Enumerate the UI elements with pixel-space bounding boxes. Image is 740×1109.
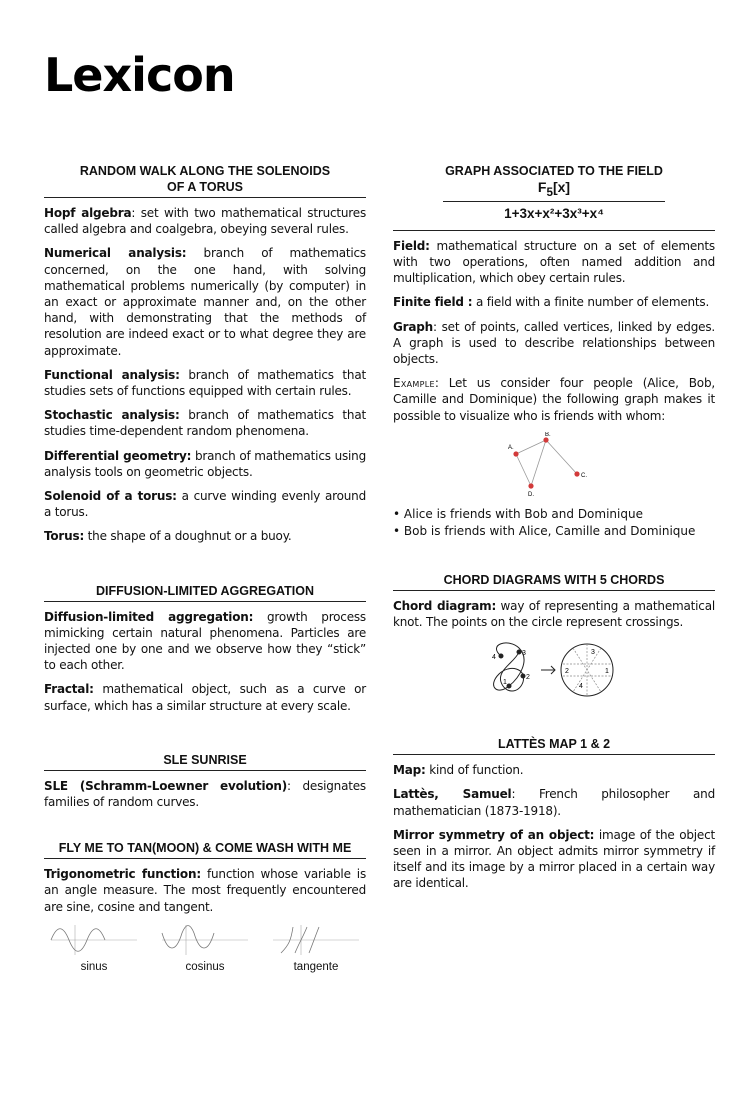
example-label: Example — [393, 376, 435, 391]
section-random-walk — [44, 163, 366, 545]
glossary-term: Fractal: — [44, 682, 94, 697]
glossary-separator: : — [433, 319, 442, 334]
glossary-definition: mathematical object, such as a curve or surface, which has a similar structure at every scale. — [44, 682, 366, 713]
entry-list — [44, 205, 366, 545]
plot-label: sinus — [80, 960, 108, 973]
glossary-term: Map: — [393, 763, 426, 778]
glossary-entry — [44, 448, 366, 480]
glossary-term: Trigonometric function: — [44, 867, 201, 882]
glossary-separator: : — [131, 206, 141, 220]
glossary-definition: the shape of a doughnut or a buoy. — [87, 529, 292, 544]
entry-list — [393, 238, 715, 367]
glossary-entry — [393, 786, 715, 818]
glossary-definition: a field with a finite number of elements. — [476, 295, 710, 310]
glossary-entry — [44, 205, 366, 237]
entry-list — [44, 778, 366, 810]
entry-list — [393, 762, 715, 891]
friendship-graph — [494, 432, 614, 502]
glossary-term: Torus: — [44, 529, 85, 544]
graph-node-d — [528, 483, 533, 488]
sine-plot — [44, 923, 144, 973]
example-entry — [393, 375, 715, 424]
glossary-definition: designates families of random curves. — [44, 778, 366, 810]
glossary-separator: : — [287, 778, 303, 793]
friendship-list — [393, 506, 715, 540]
polynomial: 1+3x+x²+3x³+x⁴ — [443, 201, 665, 223]
left-column — [44, 163, 366, 973]
glossary-definition: set with two mathematical structures called algebra and coalgebra, obeying several rules. — [44, 206, 366, 237]
graph-node-b — [543, 437, 548, 442]
knot-label: 3 — [522, 650, 526, 658]
glossary-definition: branch of mathematics using analysis tools on geometric objects. — [44, 448, 366, 479]
glossary-term: SLE (Schramm-Loewner evolution) — [44, 778, 288, 793]
glossary-entry — [393, 827, 715, 892]
glossary-entry — [44, 609, 366, 674]
graph-node-a — [513, 451, 518, 456]
page-title: Lexicon — [44, 48, 235, 102]
heading-line-1: RANDOM WALK ALONG THE SOLENOIDS — [79, 164, 331, 178]
glossary-definition: set of points, called vertices, linked by edges. A graph is used to describe relationships between objects. — [393, 319, 715, 367]
example-text: : Let us consider four people (Alice, Bob, Camille and Dominique) the following graph makes it possible to visualize who is friends with whom: — [393, 376, 715, 423]
section-sle — [44, 752, 366, 810]
entry-list — [393, 598, 715, 630]
glossary-entry — [44, 528, 366, 544]
graph-label-b: B. — [545, 431, 551, 438]
section-lattes — [393, 736, 715, 891]
section-heading: GRAPH ASSOCIATED TO THE FIELD — [445, 164, 663, 178]
section-heading: FLY ME TO TAN(MOON) & COME WASH WITH ME — [44, 840, 366, 859]
trig-plots — [44, 923, 366, 973]
right-column — [393, 163, 715, 900]
field-symbol: F — [537, 179, 547, 195]
section-chord — [393, 572, 715, 702]
glossary-definition: branch of mathematics concerned, on the one hand, with solving mathematical problems numerically (by computer) in an exact or approximate manner and, on the other hand, with demonstrating that the methods of resolution are indeed exact or to what degree they are approximate. — [44, 246, 366, 358]
glossary-entry — [44, 488, 366, 520]
section-heading: DIFFUSION-LIMITED AGGREGATION — [44, 583, 366, 602]
tangent-plot — [266, 923, 366, 973]
glossary-definition: branch of mathematics that studies sets of functions equipped with certain rules. — [44, 367, 366, 399]
cosine-curve-icon — [160, 923, 250, 957]
glossary-term: Lattès, Samuel — [393, 787, 512, 802]
glossary-definition: image of the object seen in a mirror. An object admits mirror symmetry if itself and its image by a mirror placed in a certain way are identical. — [393, 827, 715, 891]
glossary-definition: mathematical structure on a set of elements with two operations, often named addition and multiplication, which obey certain rules. — [393, 238, 715, 286]
glossary-term: Differential geometry: — [44, 448, 192, 463]
glossary-definition: way of representing a mathematical knot. The points on the circle represent crossings. — [393, 598, 715, 630]
glossary-term: Functional analysis: — [44, 367, 180, 382]
plot-label: tangente — [293, 960, 339, 973]
section-heading: LATTÈS MAP 1 & 2 — [393, 736, 715, 755]
sine-curve-icon — [49, 923, 139, 957]
glossary-entry — [393, 319, 715, 368]
glossary-separator — [180, 408, 189, 422]
glossary-separator — [253, 610, 267, 624]
graph-label-d: D. — [528, 491, 534, 498]
glossary-entry — [393, 238, 715, 287]
entry-list — [44, 866, 366, 915]
chord-label: 3 — [591, 649, 595, 657]
graph-node-c — [574, 471, 579, 476]
glossary-term: Numerical analysis: — [44, 246, 187, 261]
chord-diagram-figure — [479, 638, 629, 702]
section-dla — [44, 583, 366, 714]
knot-drawing — [494, 643, 525, 691]
glossary-term: Solenoid of a torus: — [44, 489, 177, 504]
glossary-term: Diffusion-limited aggregation: — [44, 609, 254, 624]
glossary-definition: growth process mimicking certain natural phenomena. Particles are injected one by one and we observe how they “stick” to each other. — [44, 609, 366, 673]
field-name — [393, 179, 715, 199]
glossary-entry — [44, 681, 366, 713]
tangent-curve-icon — [271, 923, 361, 957]
section-graph-field — [393, 163, 715, 540]
glossary-entry — [44, 245, 366, 358]
graph-label-c: C. — [581, 472, 587, 479]
glossary-entry — [44, 778, 366, 810]
entry-list — [44, 609, 366, 714]
glossary-term: Finite field : — [393, 295, 473, 310]
glossary-definition: kind of function. — [429, 763, 524, 778]
glossary-term: Chord diagram: — [393, 598, 497, 613]
glossary-term: Mirror symmetry of an object: — [393, 827, 595, 842]
glossary-entry — [44, 407, 366, 439]
glossary-term: Hopf algebra — [44, 206, 132, 220]
knot-label: 4 — [492, 654, 496, 662]
chord-label: 1 — [605, 668, 609, 676]
glossary-term: Graph — [393, 319, 433, 334]
knot-label: 2 — [526, 674, 530, 682]
section-heading: CHORD DIAGRAMS WITH 5 CHORDS — [393, 572, 715, 591]
heading-line-2: OF A TORUS — [167, 180, 243, 194]
glossary-definition: function whose variable is an angle measure. The most frequently encountered are sine, cosine and tangent. — [44, 867, 366, 914]
glossary-separator: : — [511, 787, 539, 802]
section-trig — [44, 840, 366, 973]
glossary-entry — [393, 762, 715, 778]
graph-label-a: A. — [508, 444, 514, 451]
glossary-definition: a curve winding evenly around a torus. — [44, 489, 367, 520]
glossary-separator — [430, 239, 437, 253]
glossary-term: Stochastic analysis: — [44, 408, 180, 423]
glossary-definition: branch of mathematics that studies time-dependent random phenomena. — [44, 408, 366, 439]
glossary-term: Field: — [393, 238, 430, 253]
list-item: • Alice is friends with Bob and Dominique — [393, 506, 715, 523]
glossary-entry — [393, 294, 715, 310]
section-heading: SLE SUNRISE — [44, 752, 366, 771]
glossary-separator — [186, 246, 203, 260]
glossary-entry — [393, 598, 715, 630]
field-variable: [x] — [552, 179, 571, 195]
section-heading — [44, 163, 366, 198]
field-subscript: 5 — [546, 185, 553, 199]
chord-label: 2 — [565, 668, 569, 676]
glossary-entry — [44, 866, 366, 915]
glossary-definition: French philosopher and mathematician (1873-1918). — [393, 787, 716, 818]
plot-label: cosinus — [185, 960, 225, 973]
arrow-right-icon — [541, 666, 555, 674]
knot-label: 1 — [503, 679, 507, 687]
cosine-plot — [155, 923, 255, 973]
chord-label: 4 — [579, 683, 583, 691]
list-item: • Bob is friends with Alice, Camille and Dominique — [393, 523, 715, 540]
glossary-entry — [44, 367, 366, 399]
